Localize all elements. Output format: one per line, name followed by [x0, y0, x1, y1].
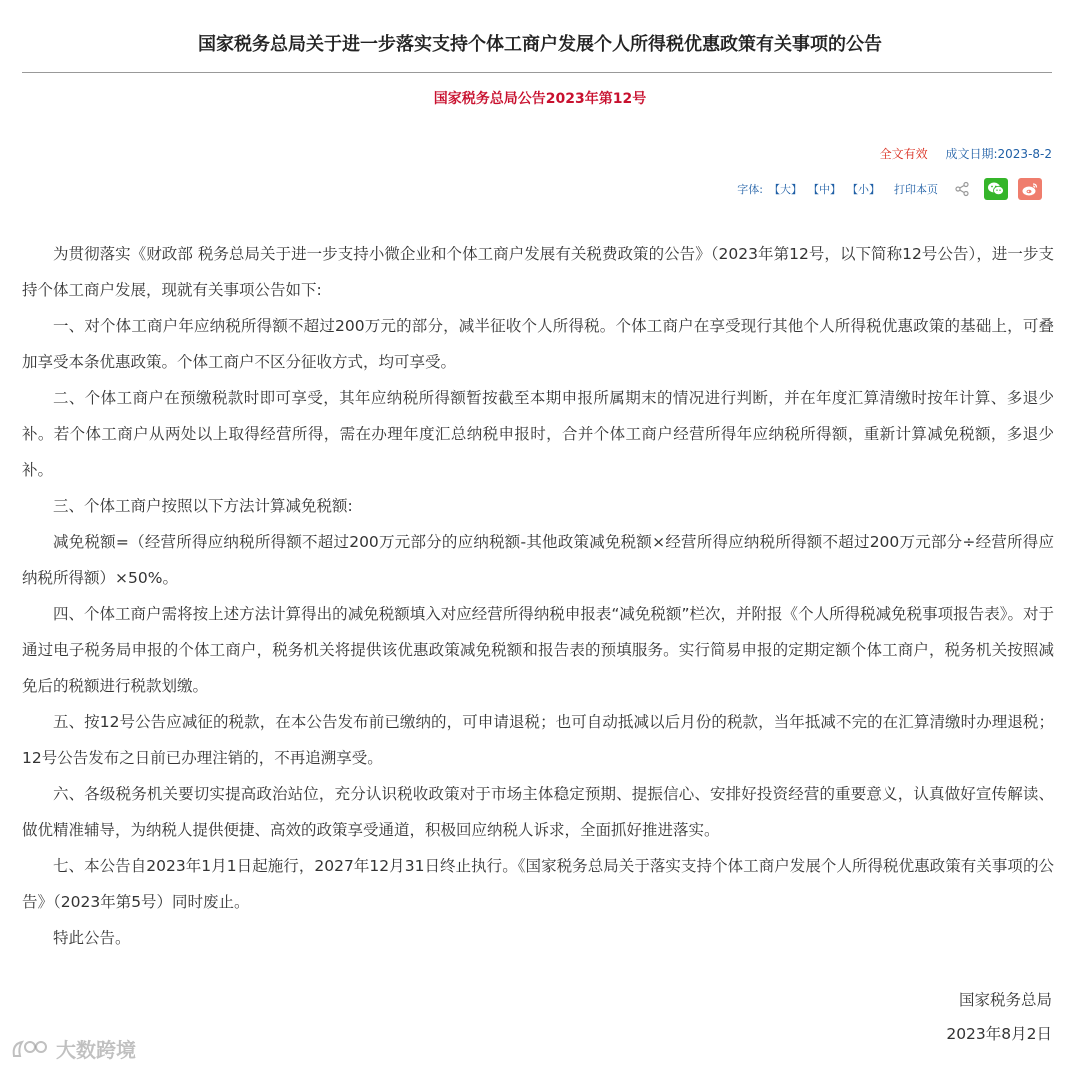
- watermark-text: 大数跨境: [56, 1038, 136, 1062]
- wechat-icon: [987, 181, 1005, 197]
- wechat-share-button[interactable]: [984, 178, 1008, 200]
- share-icon[interactable]: [954, 181, 970, 197]
- paragraph-clause-1: 一、对个体工商户年应纳税所得额不超过200万元的部分，减半征收个人所得税。个体工商户在享受现行其他个人所得税优惠政策的基础上，可叠加享受本条优惠政策。个体工商户不区分征收方式，均可享受。: [22, 317, 1054, 371]
- document-body: [22, 236, 1054, 956]
- paragraph-closing: 特此公告。: [53, 929, 131, 947]
- validity-status: 全文有效: [879, 147, 928, 161]
- watermark: [10, 1034, 136, 1063]
- signature-date: 2023年8月2日: [946, 1025, 1052, 1043]
- signature-org: 国家税务总局: [958, 991, 1052, 1009]
- paragraph-intro: 为贯彻落实《财政部 税务总局关于进一步支持小微企业和个体工商户发展有关税费政策的公告》（2023年第12号，以下简称12号公告），进一步支持个体工商户发展，现就有关事项公告如下:: [22, 245, 1054, 299]
- document-title: 国家税务总局关于进一步落实支持个体工商户发展个人所得税优惠政策有关事项的公告: [198, 34, 882, 55]
- toolbar: [737, 177, 1042, 201]
- weibo-icon: [1021, 181, 1039, 197]
- paragraph-clause-7: 七、本公告自2023年1月1日起施行，2027年12月31日终止执行。《国家税务总局关于落实支持个体工商户发展个人所得税优惠政策有关事项的公告》（2023年第5号）同时废止。: [22, 857, 1054, 911]
- print-button[interactable]: 打印本页: [894, 183, 938, 196]
- meta-info: [880, 145, 1052, 162]
- weibo-share-button[interactable]: [1018, 178, 1042, 200]
- font-medium-button[interactable]: 【中】: [808, 183, 841, 196]
- issue-date: 成文日期:2023-8-2: [945, 147, 1052, 161]
- paragraph-clause-2: 二、个体工商户在预缴税款时即可享受，其年应纳税所得额暂按截至本期申报所属期末的情况进行判断，并在年度汇算清缴时按年计算、多退少补。若个体工商户从两处以上取得经营所得，需在办理年度汇总纳税申报时，合并个体工商户经营所得年应纳税所得额，重新计算减免税额，多退少补。: [22, 389, 1054, 479]
- paragraph-formula: 减免税额=（经营所得应纳税所得额不超过200万元部分的应纳税额-其他政策减免税额×经营所得应纳税所得额不超过200万元部分÷经营所得应纳税所得额）×50%。: [22, 533, 1054, 587]
- paragraph-clause-5: 五、按12号公告应减征的税款，在本公告发布前已缴纳的，可申请退税；也可自动抵减以后月份的税款，当年抵减不完的在汇算清缴时办理退税；12号公告发布之日前已办理注销的，不再追溯享受。: [22, 713, 1054, 767]
- document-number: 国家税务总局公告2023年第12号: [433, 91, 647, 107]
- font-small-button[interactable]: 【小】: [847, 183, 880, 196]
- font-size-label: 字体:: [737, 183, 763, 196]
- watermark-logo-icon: [10, 1036, 50, 1062]
- font-large-button[interactable]: 【大】: [769, 183, 802, 196]
- paragraph-clause-4: 四、个体工商户需将按上述方法计算得出的减免税额填入对应经营所得纳税申报表“减免税额”栏次，并附报《个人所得税减免税事项报告表》。对于通过电子税务局申报的个体工商户，税务机关将提供该优惠政策减免税额和报告表的预填服务。实行简易申报的定期定额个体工商户，税务机关按照减免后的税额进行税款划缴。: [22, 605, 1054, 695]
- paragraph-clause-6: 六、各级税务机关要切实提高政治站位，充分认识税收政策对于市场主体稳定预期、提振信心、安排好投资经营的重要意义，认真做好宣传解读、做优精准辅导，为纳税人提供便捷、高效的政策享受通道，积极回应纳税人诉求，全面抓好推进落实。: [22, 785, 1054, 839]
- paragraph-clause-3: 三、个体工商户按照以下方法计算减免税额:: [53, 497, 353, 515]
- title-divider: [22, 72, 1052, 73]
